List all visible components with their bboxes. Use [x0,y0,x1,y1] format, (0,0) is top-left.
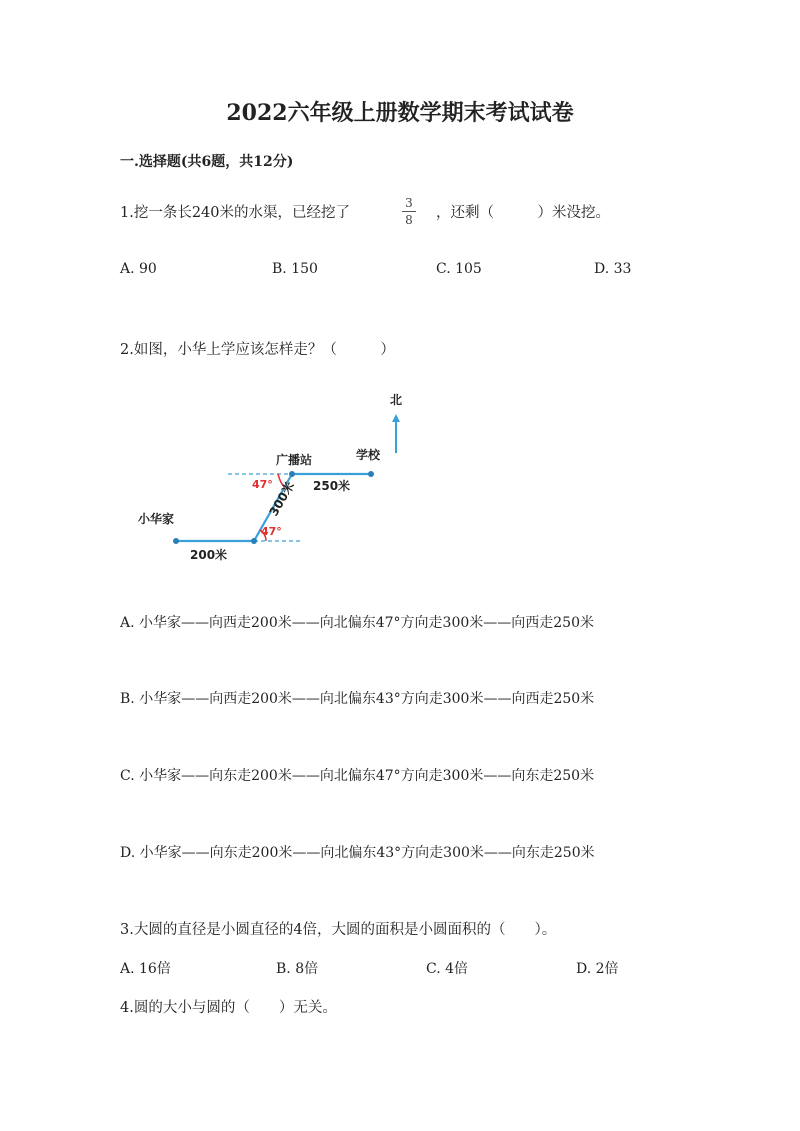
question-3-option-d[interactable]: D. 2倍 [576,961,619,977]
point-home [173,538,179,544]
page-title: 2022六年级上册数学期末考试试卷 [226,100,574,126]
point-corner [251,538,257,544]
label-angle-top: 47° [252,478,273,491]
point-station [289,471,295,477]
label-station: 广播站 [276,453,313,467]
question-1-option-b[interactable]: B. 150 [272,261,318,277]
question-3-text: 3.大圆的直径是小圆直径的4倍，大圆的面积是小圆面积的（ ）。 [120,922,557,938]
question-1-option-c[interactable]: C. 105 [436,261,482,277]
question-2-text: 2.如图，小华上学应该怎样走？（ ） [120,342,395,358]
label-distance-300: 300米 [266,479,298,519]
north-label: 北 [390,393,403,407]
question-1-text-before: 1.挖一条长240米的水渠，已经挖了 [120,205,351,221]
point-school [368,471,374,477]
label-home: 小华家 [138,512,175,526]
question-2-option-b[interactable]: B. 小华家——向西走200米——向北偏东43°方向走300米——向西走250米 [120,691,595,707]
question-1-option-d[interactable]: D. 33 [594,261,632,277]
question-1-text-after: ，还剩（ ）米没挖。 [436,205,610,221]
fraction-denominator: 8 [405,213,413,227]
question-2-option-d[interactable]: D. 小华家——向东走200米——向北偏东43°方向走300米——向东走250米 [120,845,595,861]
question-1-option-a[interactable]: A. 90 [120,261,157,277]
label-school: 学校 [356,448,381,462]
label-angle-bottom: 47° [261,525,282,538]
section-heading: 一.选择题(共6题，共12分) [120,154,294,170]
question-3-option-b[interactable]: B. 8倍 [276,961,319,977]
question-3-option-a[interactable]: A. 16倍 [120,961,171,977]
fraction-numerator: 3 [405,196,413,210]
question-3-option-c[interactable]: C. 4倍 [426,961,469,977]
label-distance-250: 250米 [313,479,351,493]
label-distance-200: 200米 [190,548,228,562]
question-2-option-a[interactable]: A. 小华家——向西走200米——向北偏东47°方向走300米——向西走250米 [120,615,594,631]
question-4-text: 4.圆的大小与圆的（ ）无关。 [120,1000,337,1016]
question-2-option-c[interactable]: C. 小华家——向东走200米——向北偏东47°方向走300米——向东走250米 [120,768,595,784]
